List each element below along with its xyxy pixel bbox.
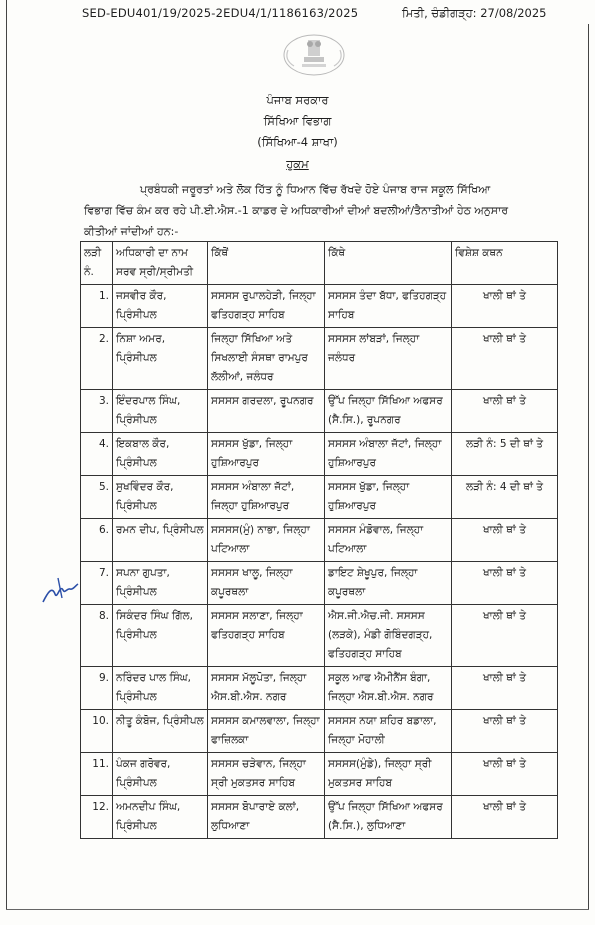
header-serial: ਲੜੀ ਨੰ. — [81, 242, 113, 285]
header-from: ਕਿੱਥੋਂ — [208, 242, 325, 285]
branch-name: (ਸਿੱਖਿਆ-4 ਸ਼ਾਖਾ) — [257, 135, 338, 149]
cell-serial: 1. — [81, 285, 113, 328]
paragraph-line: ਵਿਭਾਗ ਵਿੱਚ ਕੰਮ ਕਰ ਰਹੇ ਪੀ.ਈ.ਐਸ.-1 ਕਾਡਰ ਦੇ ਅਧਿਕਾਰੀਆਂ ਦੀਆਂ ਬਦਲੀਆਂ/ਤੈਨਾਤੀਆਂ ਹੇਠ ਅਨੁਸਾਰ — [84, 204, 509, 217]
cell-remark: ਖਾਲੀ ਥਾਂ ਤੇ — [452, 667, 558, 710]
table-row — [81, 710, 558, 753]
cell-to: ਸਸਸਸ ਖੁੱਡਾ, ਜਿਲ੍ਹਾ ਹੁਸ਼ਿਆਰਪੁਰ — [325, 476, 452, 519]
paragraph-line: ਪ੍ਰਬੰਧਕੀ ਜਰੂਰਤਾਂ ਅਤੇ ਲੋਕ ਹਿੱਤ ਨੂੰ ਧਿਆਨ ਵਿੱਚ ਰੱਖਦੇ ਹੋਏ ਪੰਜਾਬ ਰਾਜ ਸਕੂਲ ਸਿੱਖਿਆ — [140, 183, 491, 196]
cell-officer-name: ਰਮਨ ਦੀਪ, ਪ੍ਰਿੰਸੀਪਲ — [113, 519, 208, 562]
table-row — [81, 605, 558, 667]
cell-to: ਉੱਪ ਜਿਲ੍ਹਾ ਸਿੱਖਿਆ ਅਫਸਰ (ਸੈ.ਸਿ.), ਰੂਪਨਗਰ — [325, 390, 452, 433]
cell-officer-name: ਇਕਬਾਲ ਕੌਰ, ਪ੍ਰਿੰਸੀਪਲ — [113, 433, 208, 476]
cell-serial: 9. — [81, 667, 113, 710]
header-remarks: ਵਿਸ਼ੇਸ਼ ਕਥਨ — [452, 242, 558, 285]
cell-to: ਸਕੂਲ ਆਫ ਐਮੀਨੈਂਸ ਬੰਗਾ, ਜਿਲ੍ਹਾ ਐਸ.ਬੀ.ਐਸ. ਨਗਰ — [325, 667, 452, 710]
cell-from: ਸਸਸਸ ਮੱਲੂਪੋਤਾ, ਜਿਲ੍ਹਾ ਐਸ.ਬੀ.ਐਸ. ਨਗਰ — [208, 667, 325, 710]
cell-from: ਸਸਸਸ ਗਰਦਲਾ, ਰੂਪਨਗਰ — [208, 390, 325, 433]
header-officer-name: ਅਧਿਕਾਰੀ ਦਾ ਨਾਮ ਸਰਵ ਸ੍ਰੀ/ਸ੍ਰੀਮਤੀ — [113, 242, 208, 285]
cell-to: ਡਾਇਟ ਸ਼ੇਖੂਪੁਰ, ਜਿਲ੍ਹਾ ਕਪੂਰਥਲਾ — [325, 562, 452, 605]
cell-serial: 5. — [81, 476, 113, 519]
header-to: ਕਿੱਥੇ — [325, 242, 452, 285]
table-row — [81, 796, 558, 839]
government-name: ਪੰਜਾਬ ਸਰਕਾਰ — [266, 93, 329, 107]
cell-officer-name: ਇੰਦਰਪਾਲ ਸਿੰਘ, ਪ੍ਰਿੰਸੀਪਲ — [113, 390, 208, 433]
cell-serial: 3. — [81, 390, 113, 433]
order-heading: ਹੁਕਮ — [286, 157, 309, 171]
cell-serial: 10. — [81, 710, 113, 753]
cell-remark: ਲੜੀ ਨੰ: 4 ਦੀ ਥਾਂ ਤੇ — [452, 476, 558, 519]
cell-officer-name: ਸੁਖਵਿੰਦਰ ਕੌਰ, ਪ੍ਰਿੰਸੀਪਲ — [113, 476, 208, 519]
table-row — [81, 476, 558, 519]
cell-from: ਸਸਸਸ ਸਲਾਣਾ, ਜਿਲ੍ਹਾ ਫਤਿਹਗੜ੍ਹ ਸਾਹਿਬ — [208, 605, 325, 667]
reference-line — [0, 6, 595, 22]
cell-from: ਸਸਸਸ ਖੁੱਡਾ, ਜਿਲ੍ਹਾ ਹੁਸ਼ਿਆਰਪੁਰ — [208, 433, 325, 476]
state-emblem-icon — [274, 32, 354, 78]
cell-remark: ਖਾਲੀ ਥਾਂ ਤੇ — [452, 390, 558, 433]
cell-remark: ਖਾਲੀ ਥਾਂ ਤੇ — [452, 519, 558, 562]
table-row — [81, 285, 558, 328]
order-paragraph — [84, 179, 544, 242]
cell-officer-name: ਸਿਕੰਦਰ ਸਿੰਘ ਗਿੱਲ, ਪ੍ਰਿੰਸੀਪਲ — [113, 605, 208, 667]
cell-serial: 12. — [81, 796, 113, 839]
table-row — [81, 328, 558, 390]
table-header-row — [81, 242, 558, 285]
cell-from: ਸਸਸਸ ਅੰਬਾਲਾ ਜੱਟਾਂ, ਜਿਲ੍ਹਾ ਹੁਸ਼ਿਆਰਪੁਰ — [208, 476, 325, 519]
table-row — [81, 667, 558, 710]
cell-to: ਸਸਸਸ ਅੰਬਾਲਾ ਜੱਟਾਂ, ਜਿਲ੍ਹਾ ਹੁਸ਼ਿਆਰਪੁਰ — [325, 433, 452, 476]
page-border-bottom — [6, 909, 589, 910]
cell-remark: ਖਾਲੀ ਥਾਂ ਤੇ — [452, 562, 558, 605]
cell-serial: 2. — [81, 328, 113, 390]
cell-from: ਸਸਸਸ ਚੜੇਵਾਨ, ਜਿਲ੍ਹਾ ਸ੍ਰੀ ਮੁਕਤਸਰ ਸਾਹਿਬ — [208, 753, 325, 796]
cell-serial: 6. — [81, 519, 113, 562]
cell-to: ਸਸਸਸ ਮੰਡੋਵਾਲ, ਜਿਲ੍ਹਾ ਪਟਿਆਲਾ — [325, 519, 452, 562]
cell-remark: ਖਾਲੀ ਥਾਂ ਤੇ — [452, 605, 558, 667]
cell-remark: ਖਾਲੀ ਥਾਂ ਤੇ — [452, 328, 558, 390]
cell-officer-name: ਨਿਸ਼ਾ ਅਮਰ, ਪ੍ਰਿੰਸੀਪਲ — [113, 328, 208, 390]
cell-from: ਸਸਸਸ(ਮੁੰ) ਨਾਭਾ, ਜਿਲ੍ਹਾ ਪਟਿਆਲਾ — [208, 519, 325, 562]
cell-serial: 8. — [81, 605, 113, 667]
cell-remark: ਖਾਲੀ ਥਾਂ ਤੇ — [452, 710, 558, 753]
order-date: ਮਿਤੀ, ਚੰਡੀਗੜ੍ਹ: 27/08/2025 — [402, 6, 547, 20]
cell-officer-name: ਅਮਨਦੀਪ ਸਿੰਘ, ਪ੍ਰਿੰਸੀਪਲ — [113, 796, 208, 839]
cell-remark: ਖਾਲੀ ਥਾਂ ਤੇ — [452, 796, 558, 839]
cell-from: ਸਸਸਸ ਰੁਪਾਲਹੇੜੀ, ਜਿਲ੍ਹਾ ਫਤਿਹਗੜ੍ਹ ਸਾਹਿਬ — [208, 285, 325, 328]
cell-to: ਸਸਸਸ ਨਯਾ ਸ਼ਹਿਰ ਬਡਾਲਾ, ਜਿਲ੍ਹਾ ਮੋਹਾਲੀ — [325, 710, 452, 753]
table-row — [81, 519, 558, 562]
transfer-table — [80, 241, 558, 839]
cell-from: ਸਸਸਸ ਬੋਪਾਰਾਏ ਕਲਾਂ, ਲੁਧਿਆਣਾ — [208, 796, 325, 839]
reference-number: SED-EDU401/19/2025-2EDU4/1/1186163/2025 — [82, 6, 359, 20]
cell-to: ਸਸਸਸ ਲਾਂਬੜਾਂ, ਜਿਲ੍ਹਾ ਜਲੰਧਰ — [325, 328, 452, 390]
cell-officer-name: ਨੀਤੂ ਕੰਬੋਜ, ਪ੍ਰਿੰਸੀਪਲ — [113, 710, 208, 753]
cell-to: ਐਸ.ਜੀ.ਐਚ.ਜੀ. ਸਸਸਸ (ਲੜਕੇ), ਮੰਡੀ ਗੋਬਿੰਦਗੜ੍ਹ, ਫਤਿਹਗੜ੍ਹ ਸਾਹਿਬ — [325, 605, 452, 667]
table-row — [81, 753, 558, 796]
department-name: ਸਿੱਖਿਆ ਵਿਭਾਗ — [263, 114, 332, 128]
cell-serial: 4. — [81, 433, 113, 476]
handwritten-initial-icon — [40, 572, 84, 608]
cell-remark: ਖਾਲੀ ਥਾਂ ਤੇ — [452, 285, 558, 328]
cell-remark: ਲੜੀ ਨੰ: 5 ਦੀ ਥਾਂ ਤੇ — [452, 433, 558, 476]
cell-remark: ਖਾਲੀ ਥਾਂ ਤੇ — [452, 753, 558, 796]
cell-to: ਸਸਸਸ ਤੰਦਾ ਬੱਧਾ, ਫਤਿਹਗੜ੍ਹ ਸਾਹਿਬ — [325, 285, 452, 328]
cell-to: ਉੱਪ ਜਿਲ੍ਹਾ ਸਿੱਖਿਆ ਅਫਸਰ (ਸੈ.ਸਿ.), ਲੁਧਿਆਣਾ — [325, 796, 452, 839]
cell-from: ਸਸਸਸ ਕਮਾਲਵਾਲਾ, ਜਿਲ੍ਹਾ ਫਾਜ਼ਿਲਕਾ — [208, 710, 325, 753]
cell-serial: 7. — [81, 562, 113, 605]
paragraph-line: ਕੀਤੀਆਂ ਜਾਂਦੀਆਂ ਹਨ:- — [84, 225, 179, 238]
table-row — [81, 390, 558, 433]
cell-officer-name: ਸਪਨਾ ਗੁਪਤਾ, ਪ੍ਰਿੰਸੀਪਲ — [113, 562, 208, 605]
cell-from: ਜਿਲ੍ਹਾ ਸਿੱਖਿਆ ਅਤੇ ਸਿਖਲਾਈ ਸੰਸਥਾ ਰਾਮਪੁਰ ਲੱਲੀਆਂ, ਜਲੰਧਰ — [208, 328, 325, 390]
table-row — [81, 562, 558, 605]
cell-from: ਸਸਸਸ ਖਾਲੂ, ਜਿਲ੍ਹਾ ਕਪੂਰਥਲਾ — [208, 562, 325, 605]
cell-officer-name: ਪੰਕਜ ਗਰੋਵਰ, ਪ੍ਰਿੰਸੀਪਲ — [113, 753, 208, 796]
cell-officer-name: ਨਰਿੰਦਰ ਪਾਲ ਸਿੰਘ, ਪ੍ਰਿੰਸੀਪਲ — [113, 667, 208, 710]
cell-officer-name: ਜਸਵੀਰ ਕੌਰ, ਪ੍ਰਿੰਸੀਪਲ — [113, 285, 208, 328]
cell-serial: 11. — [81, 753, 113, 796]
table-row — [81, 433, 558, 476]
cell-to: ਸਸਸਸ(ਮੁੰਡੇ), ਜਿਲ੍ਹਾ ਸ੍ਰੀ ਮੁਕਤਸਰ ਸਾਹਿਬ — [325, 753, 452, 796]
